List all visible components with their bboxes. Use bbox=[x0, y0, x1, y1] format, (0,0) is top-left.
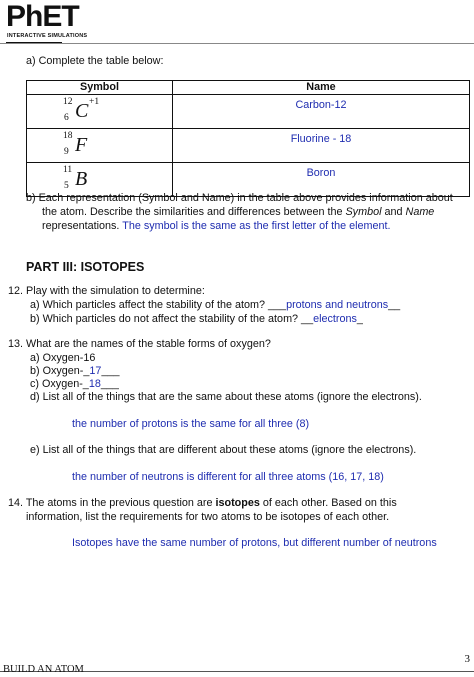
question-13e: e) List all of the things that are different about these atoms (ignore the electrons). bbox=[30, 444, 417, 456]
question-13c-answer: 18 bbox=[88, 378, 101, 390]
symbol-term: Symbol bbox=[345, 206, 382, 218]
question-13d-answer: the number of protons is the same for all three (8) bbox=[72, 418, 310, 430]
question-13c-label: c) Oxygen-_ bbox=[30, 378, 89, 390]
question-14-line2: information, list the requirements for two atoms to be isotopes of each other. bbox=[26, 511, 390, 523]
question-13a: a) Oxygen-16 bbox=[30, 352, 96, 364]
question-a-prompt: a) Complete the table below: bbox=[26, 55, 164, 67]
question-b-answer: The symbol is the same as the first letter of the element. bbox=[122, 220, 391, 232]
isotope-symbol bbox=[63, 165, 123, 195]
blank-line: __ bbox=[388, 299, 401, 311]
symbol-name-table bbox=[26, 80, 470, 197]
question-13e-answer: the number of neutrons is different for all three atoms (16, 17, 18) bbox=[72, 471, 384, 483]
atomic-number: 5 bbox=[64, 181, 69, 191]
question-14-text: of each other. Based on this bbox=[259, 497, 397, 509]
name-cell: Boron bbox=[173, 163, 470, 197]
name-term: Name bbox=[405, 206, 435, 218]
question-13-prompt: 13. What are the names of the stable forms of oxygen? bbox=[8, 338, 271, 350]
blank-line: _ bbox=[356, 313, 363, 325]
table-header-row bbox=[27, 81, 470, 95]
isotopes-term: isotopes bbox=[215, 497, 260, 509]
element-symbol: F bbox=[75, 134, 88, 156]
question-b-text: and bbox=[381, 206, 406, 218]
question-b-line3 bbox=[42, 220, 391, 233]
question-b-text: the atom. Describe the similarities and differences between the bbox=[42, 206, 346, 218]
logo-subtitle: INTERACTIVE SIMULATIONS bbox=[7, 33, 88, 39]
page-number: 3 bbox=[464, 653, 470, 665]
mass-number: 11 bbox=[63, 165, 73, 175]
question-12-prompt: 12. Play with the simulation to determine: bbox=[8, 285, 205, 297]
question-b-line1: b) Each representation (Symbol and Name) in the table above provides information about bbox=[26, 192, 453, 204]
header-divider bbox=[0, 43, 474, 44]
question-12a bbox=[30, 299, 400, 312]
question-12b-answer: electrons bbox=[313, 313, 357, 325]
symbol-cell bbox=[27, 129, 173, 163]
isotope-symbol bbox=[63, 97, 123, 127]
footer-title: BUILD AN ATOM bbox=[3, 664, 84, 675]
question-12b bbox=[30, 313, 363, 326]
charge: +1 bbox=[89, 97, 100, 107]
question-13b bbox=[30, 365, 119, 378]
question-13b-label: b) Oxygen-_ bbox=[30, 365, 90, 377]
mass-number: 12 bbox=[63, 97, 73, 107]
question-14-answer: Isotopes have the same number of protons, but different number of neutrons bbox=[72, 537, 437, 549]
symbol-cell bbox=[27, 95, 173, 129]
table-row bbox=[27, 129, 470, 163]
mass-number: 18 bbox=[63, 131, 73, 141]
atomic-number: 6 bbox=[64, 113, 69, 123]
question-13d: d) List all of the things that are the same about these atoms (ignore the electrons). bbox=[30, 391, 422, 403]
header-name: Name bbox=[173, 81, 470, 95]
question-12a-label: a) Which particles affect the stability of the atom? ___ bbox=[30, 299, 287, 311]
question-12b-label: b) Which particles do not affect the stability of the atom? __ bbox=[30, 313, 314, 325]
element-symbol: C bbox=[75, 100, 89, 122]
question-b-text: representations. bbox=[42, 220, 120, 232]
question-13b-answer: 17 bbox=[89, 365, 102, 377]
isotope-symbol bbox=[63, 131, 123, 161]
blank-line: ___ bbox=[101, 365, 120, 377]
element-symbol: B bbox=[75, 168, 88, 190]
name-cell: Fluorine - 18 bbox=[173, 129, 470, 163]
question-14-line1 bbox=[8, 497, 397, 510]
logo-wordmark: PhET bbox=[6, 0, 79, 33]
question-12a-answer: protons and neutrons bbox=[286, 299, 389, 311]
section-title: PART III: ISOTOPES bbox=[26, 260, 145, 274]
question-14-text: 14. The atoms in the previous question are bbox=[8, 497, 216, 509]
table-row bbox=[27, 95, 470, 129]
question-13c bbox=[30, 378, 119, 391]
question-b-line2 bbox=[42, 206, 434, 219]
blank-line: ___ bbox=[100, 378, 119, 390]
header-symbol: Symbol bbox=[27, 81, 173, 95]
atomic-number: 9 bbox=[64, 147, 69, 157]
phet-logo bbox=[6, 0, 88, 44]
name-cell: Carbon-12 bbox=[173, 95, 470, 129]
